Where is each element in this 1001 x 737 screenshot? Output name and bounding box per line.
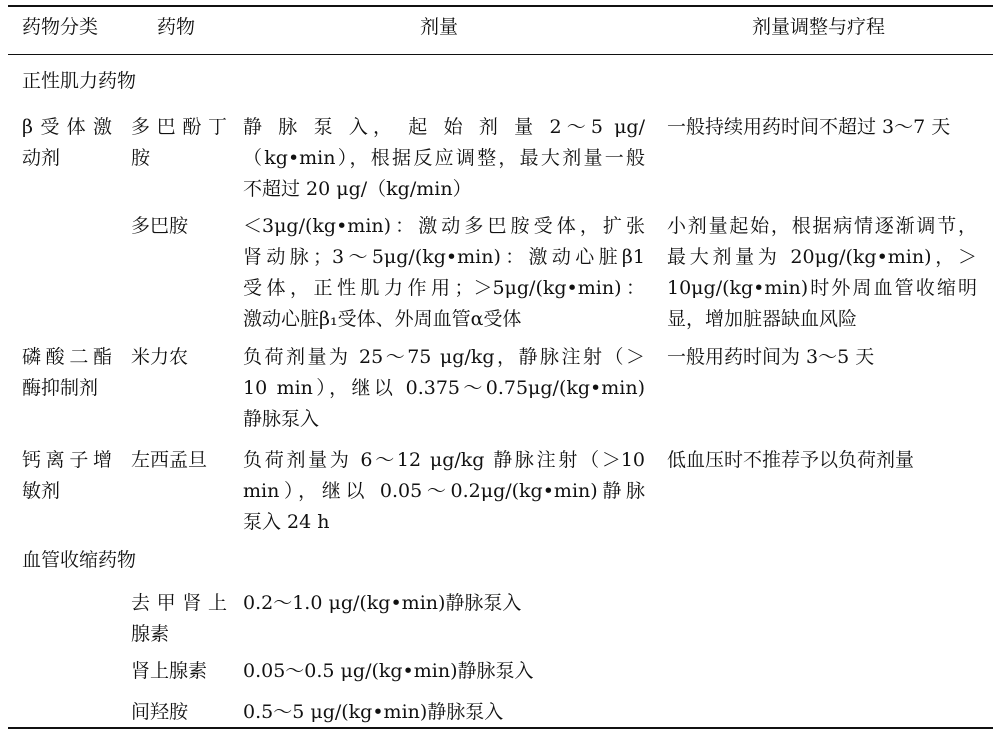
top-rule	[8, 5, 993, 7]
drug-cell-line: 左西孟旦	[131, 449, 208, 471]
drug-cell-line: 多巴酚丁	[131, 116, 227, 138]
drug-cell-line: 肾上腺素	[131, 660, 208, 682]
dose-cell-line: 0.05～0.5 μg/(kg•min)静脉泵入	[243, 660, 534, 682]
header-category: 药物分类	[22, 16, 99, 38]
dose-cell-line: 激动心脏β₁受体、外周血管α受体	[243, 308, 522, 330]
dose-cell-line: 10 min），继以 0.375～0.75μg/(kg•min)	[243, 377, 645, 399]
dose-cell-line: 肾动脉；3～5μg/(kg•min)：激动心脏β1	[243, 246, 645, 268]
adjustment-cell-line: 一般用药时间为 3～5 天	[667, 346, 875, 368]
category-cell-line: 敏剂	[22, 480, 61, 502]
adjustment-cell-line: 最大剂量为 20μg/(kg•min)，＞	[667, 246, 977, 268]
adjustment-cell-line: 低血压时不推荐予以负荷剂量	[667, 449, 915, 471]
dose-cell-line: min），继以 0.05～0.2μg/(kg•min)静脉	[243, 480, 645, 502]
section-title: 正性肌力药物	[22, 70, 137, 92]
dose-cell-line: 0.5～5 μg/(kg•min)静脉泵入	[243, 701, 504, 723]
category-cell-line: β受体激	[22, 116, 112, 138]
drug-cell-line: 米力农	[131, 346, 189, 368]
category-cell-line: 钙离子增	[22, 449, 112, 471]
header-drug: 药物	[157, 16, 196, 38]
adjustment-cell-line: 一般持续用药时间不超过 3～7 天	[667, 116, 951, 138]
dose-cell-line: 负荷剂量为 6～12 μg/kg 静脉注射（＞10	[243, 449, 645, 471]
dose-cell-line: 不超过 20 μg/（kg/min）	[243, 178, 472, 200]
category-cell-line: 动剂	[22, 147, 61, 169]
drug-cell-line: 去甲肾上	[131, 592, 227, 614]
drug-cell-line: 胺	[131, 147, 151, 169]
dose-cell-line: 静脉泵入	[243, 408, 320, 430]
dose-cell-line: 静 脉 泵 入， 起 始 剂 量 2～5 μg/	[243, 116, 645, 138]
adjustment-cell-line: 10μg/(kg•min)时外周血管收缩明	[667, 277, 977, 299]
dose-cell-line: 泵入 24 h	[243, 511, 330, 533]
drug-cell-line: 多巴胺	[131, 215, 189, 237]
header-rule	[8, 54, 993, 55]
dose-cell-line: （kg•min），根据反应调整，最大剂量一般	[243, 147, 645, 169]
dose-cell-line: ＜3μg/(kg•min)：激动多巴胺受体，扩张	[243, 215, 645, 237]
drug-cell-line: 间羟胺	[131, 701, 189, 723]
category-cell-line: 酶抑制剂	[22, 377, 99, 399]
adjustment-cell-line: 显，增加脏器缺血风险	[667, 308, 858, 330]
adjustment-cell-line: 小剂量起始，根据病情逐渐调节，	[667, 215, 977, 237]
header-dose: 剂量	[420, 16, 459, 38]
dose-cell-line: 负荷剂量为 25～75 μg/kg，静脉注射（＞	[243, 346, 645, 368]
drug-cell-line: 腺素	[131, 623, 170, 645]
section-title: 血管收缩药物	[22, 549, 137, 571]
dose-cell-line: 受体，正性肌力作用；＞5μg/(kg•min)：	[243, 277, 645, 299]
dose-cell-line: 0.2～1.0 μg/(kg•min)静脉泵入	[243, 592, 522, 614]
category-cell-line: 磷酸二酯	[22, 346, 112, 368]
header-adjustment: 剂量调整与疗程	[752, 16, 886, 38]
